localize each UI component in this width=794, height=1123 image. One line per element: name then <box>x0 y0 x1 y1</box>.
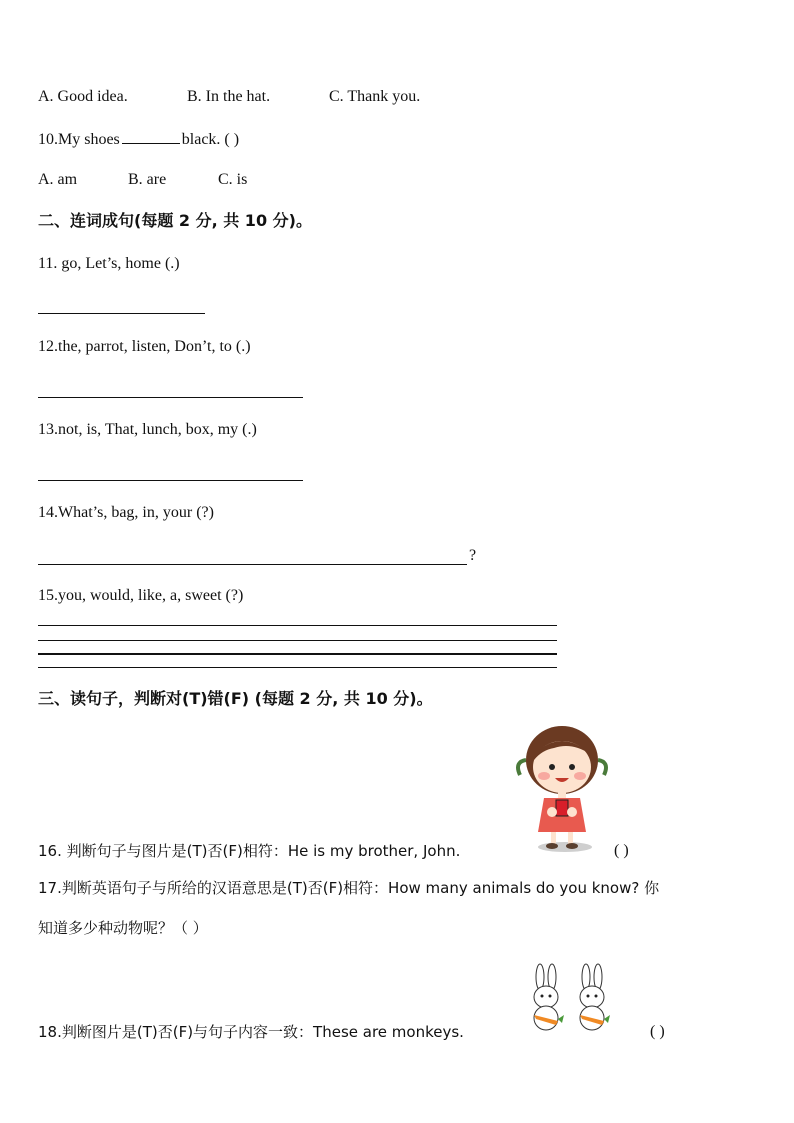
q17-text-line-1: 17.判断英语句子与所给的汉语意思是(T)否(F)相符：How many animals do you know? 你 <box>38 879 660 897</box>
q15-writing-line-3[interactable] <box>38 653 557 655</box>
q13-prompt: 13.not, is, That, lunch, box, my (.) <box>38 421 257 438</box>
q9-option-b: B. In the hat. <box>187 88 271 105</box>
q10-stem: 10.My shoes <box>38 131 120 148</box>
rabbits-illustration <box>530 963 622 1035</box>
q9-option-c: C. Thank you. <box>329 88 421 105</box>
q18-text: 18.判断图片是(T)否(F)与句子内容一致：These are monkeys. <box>38 1023 464 1041</box>
q12-answer-line[interactable] <box>38 397 303 398</box>
girl-illustration <box>512 720 612 858</box>
q12-prompt: 12.the, parrot, listen, Don’t, to (.) <box>38 338 251 355</box>
q10-answer-blank[interactable] <box>122 129 180 144</box>
q13-answer-line[interactable] <box>38 480 303 481</box>
section-3-title: 三、读句子，判断对(T)错(F) (每题 2 分, 共 10 分)。 <box>38 689 433 708</box>
q14-answer-line[interactable] <box>38 564 467 565</box>
q10-option-c: C. is <box>218 171 248 188</box>
q16-text: 16. 判断句子与图片是(T)否(F)相符：He is my brother, John. <box>38 842 461 860</box>
q10-stem-end: black. ( ) <box>181 131 240 148</box>
q18-answer-parens[interactable]: ( ) <box>650 1023 665 1040</box>
q11-prompt: 11. go, Let’s, home (.) <box>38 255 180 272</box>
q10-option-b: B. are <box>128 171 167 188</box>
q10-question <box>38 129 239 150</box>
q15-writing-line-1[interactable] <box>38 625 557 626</box>
section-2-title: 二、连词成句(每题 2 分, 共 10 分)。 <box>38 211 312 230</box>
q16-answer-parens[interactable]: ( ) <box>614 842 629 859</box>
q15-prompt: 15.you, would, like, a, sweet (?) <box>38 587 244 604</box>
q14-question-mark: ? <box>469 547 477 564</box>
q9-option-a: A. Good idea. <box>38 88 128 105</box>
q17-text-line-2: 知道多少种动物呢？（ ） <box>38 919 208 937</box>
q15-writing-line-2[interactable] <box>38 640 557 641</box>
q11-answer-line[interactable] <box>38 313 205 314</box>
q15-writing-line-4[interactable] <box>38 667 557 668</box>
q14-prompt: 14.What’s, bag, in, your (?) <box>38 504 214 521</box>
q10-option-a: A. am <box>38 171 78 188</box>
